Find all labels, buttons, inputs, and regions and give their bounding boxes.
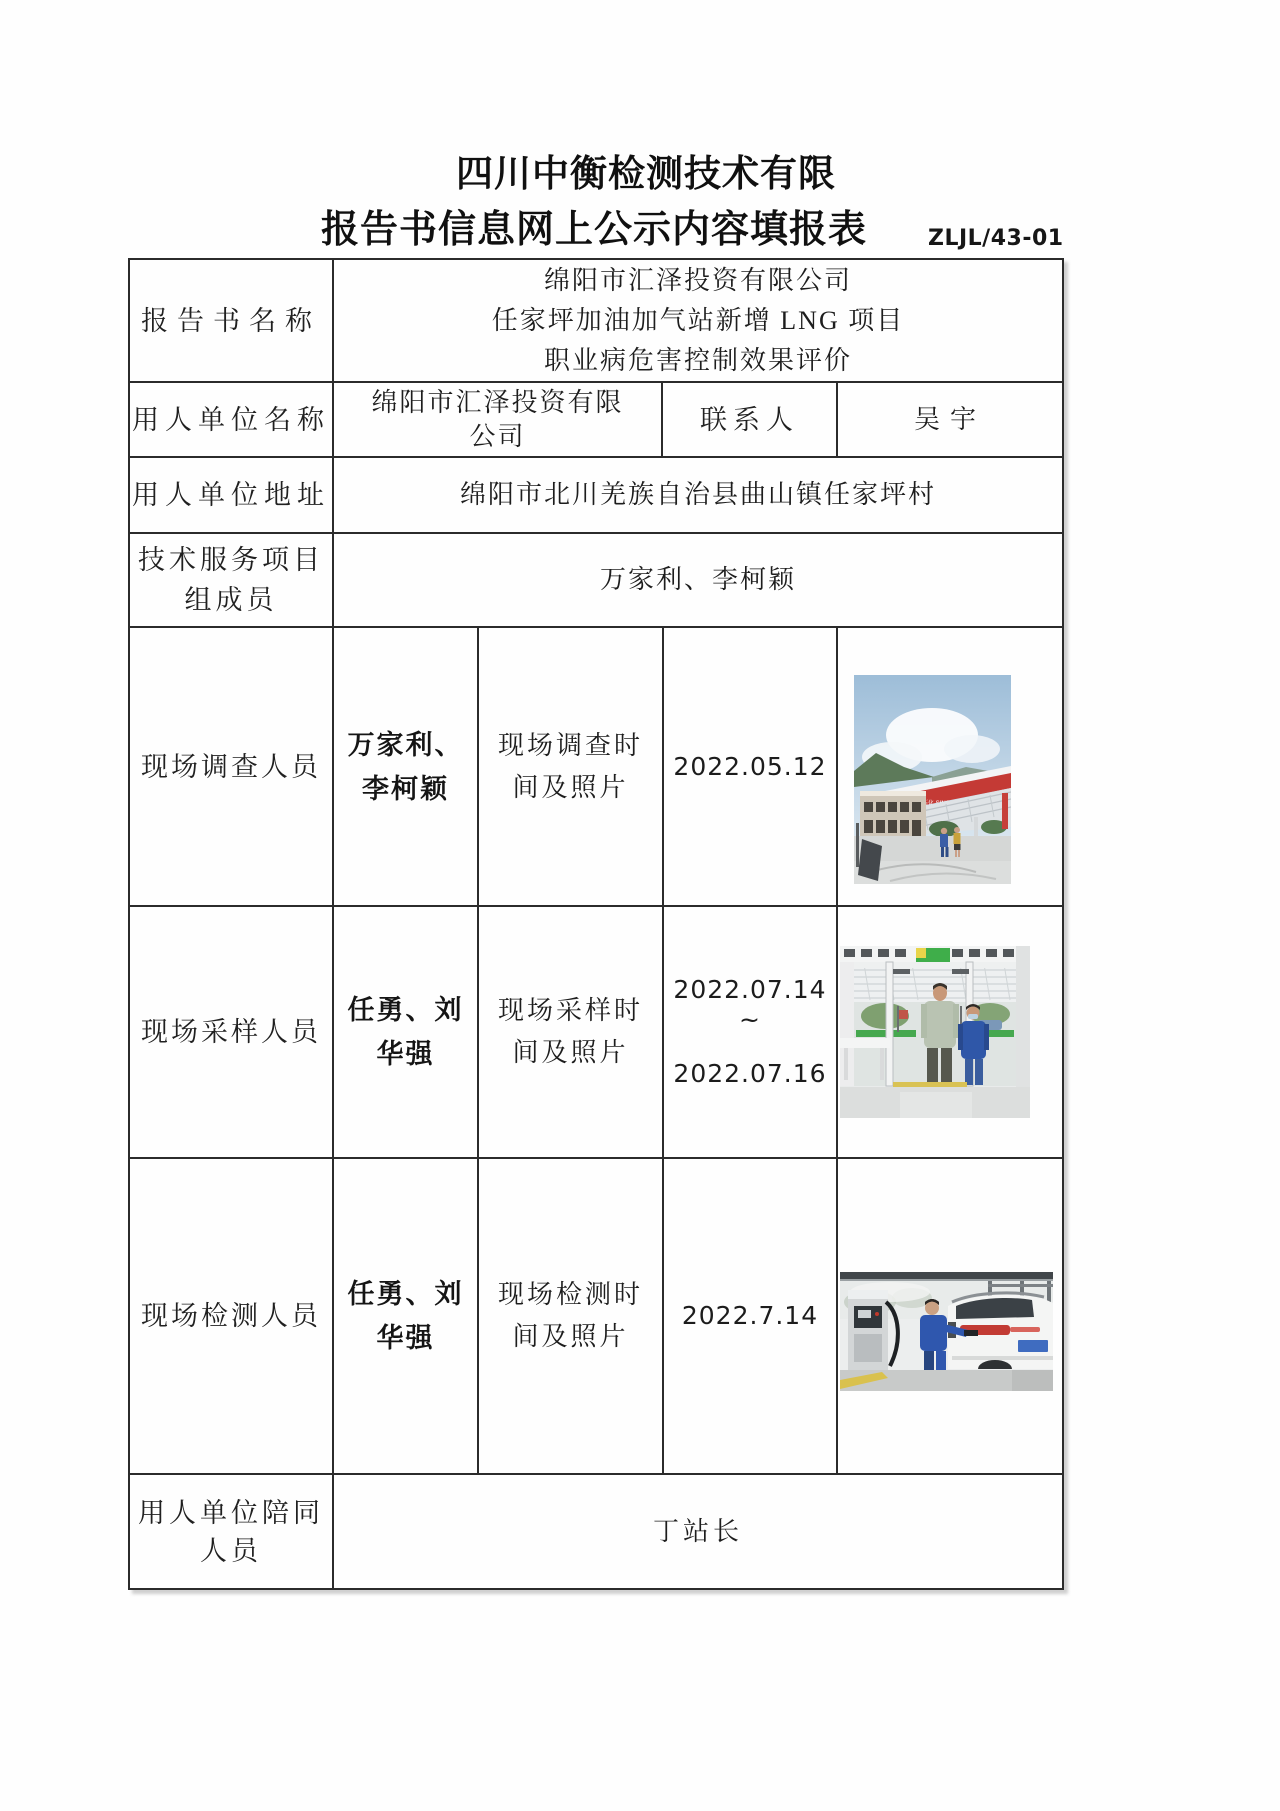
sampling-time-label-line2: 间及照片: [512, 1038, 629, 1067]
sampling-label: 现场采样人员: [141, 1017, 321, 1047]
sampling-names-line2: 华强: [376, 1039, 435, 1069]
survey-names-line2: 李柯颖: [362, 773, 449, 804]
contact-label-cell: [663, 383, 838, 456]
escort-label-line1: 用人单位陪同: [138, 1497, 324, 1528]
row-team-members: [130, 534, 1062, 628]
team-value-cell: [334, 534, 1062, 626]
employer-name-value-cell: [334, 383, 663, 456]
survey-photo: [854, 675, 1011, 884]
employer-name-label-cell: [130, 383, 334, 456]
document-title-line1: 四川中衡检测技术有限: [456, 153, 836, 194]
escort-label-cell: [130, 1475, 334, 1588]
survey-time-label-cell: [479, 628, 664, 905]
detection-label-cell: [130, 1159, 334, 1473]
contact-label: 联系人: [700, 404, 799, 435]
employer-address-value: 绵阳市北川羌族自治县曲山镇任家坪村: [459, 480, 936, 509]
report-name-line2: 任家坪加油加气站新增 LNG 项目: [491, 305, 905, 335]
row-employer-address: [130, 458, 1062, 534]
row-escort: [130, 1475, 1062, 1588]
employer-name-line1: 绵阳市汇泽投资有限: [371, 387, 624, 417]
detection-date: 2022.7.14: [681, 1301, 819, 1330]
sampling-label-cell: [130, 907, 334, 1157]
team-value: 万家利、李柯颖: [599, 565, 796, 594]
team-label-cell: [130, 534, 334, 626]
row-employer-name: [130, 383, 1062, 458]
report-name-line1: 绵阳市汇泽投资有限公司: [543, 265, 852, 295]
survey-label: 现场调查人员: [141, 751, 321, 782]
survey-time-label-line2: 间及照片: [512, 772, 629, 802]
detection-date-cell: [664, 1159, 838, 1473]
detection-names-line1: 任勇、刘: [347, 1279, 464, 1309]
sampling-date-end: 2022.07.16: [673, 1059, 827, 1088]
contact-value-cell: [838, 383, 1062, 456]
detection-names-line2: 华强: [376, 1323, 435, 1353]
sampling-names-cell: [334, 907, 479, 1157]
survey-date: 2022.05.12: [673, 751, 827, 781]
row-site-detection: [130, 1159, 1062, 1475]
detection-time-label-line1: 现场检测时: [497, 1280, 643, 1309]
sampling-date-cell: [664, 907, 838, 1157]
team-label-line1: 技术服务项目: [138, 545, 324, 575]
form-code: ZLJL/43-01: [928, 226, 1064, 251]
survey-names-cell: [334, 628, 479, 905]
employer-address-label-cell: [130, 458, 334, 532]
survey-date-cell: [664, 628, 838, 905]
row-site-sampling: [130, 907, 1062, 1159]
report-name-label: 报告书名称: [141, 305, 321, 336]
report-name-value-cell: [334, 260, 1062, 381]
employer-name-line2: 公司: [469, 421, 526, 451]
detection-names-cell: [334, 1159, 479, 1473]
contact-value: 吴宇: [913, 404, 986, 434]
sampling-time-label-line1: 现场采样时: [497, 996, 643, 1025]
employer-address-label: 用人单位地址: [132, 480, 330, 510]
sampling-date-tilde: ~: [739, 1005, 761, 1034]
detection-time-label-line2: 间及照片: [512, 1322, 629, 1351]
detection-label: 现场检测人员: [141, 1301, 321, 1331]
escort-label-line2: 人员: [200, 1535, 262, 1566]
row-report-name: [130, 260, 1062, 383]
document-title-line2: 报告书信息网上公示内容填报表: [321, 209, 868, 251]
report-name-line3: 职业病危害控制效果评价: [543, 345, 852, 375]
sampling-photo-cell: [838, 907, 1062, 1157]
row-site-survey: [130, 628, 1062, 907]
employer-address-value-cell: [334, 458, 1062, 532]
survey-photo-cell: [838, 628, 1062, 905]
escort-value: 丁站长: [652, 1516, 743, 1546]
survey-names-line1: 万家利、: [347, 729, 464, 760]
team-label-line2: 组成员: [184, 585, 278, 615]
detection-photo: [840, 1272, 1053, 1391]
sampling-names-line1: 任勇、刘: [347, 995, 464, 1025]
sampling-time-label-cell: [479, 907, 664, 1157]
survey-label-cell: [130, 628, 334, 905]
report-name-label-cell: [130, 260, 334, 381]
sampling-photo: [840, 946, 1030, 1118]
detection-photo-cell: [838, 1159, 1062, 1473]
escort-value-cell: [334, 1475, 1062, 1588]
survey-time-label-line1: 现场调查时: [497, 730, 643, 760]
report-info-table: [128, 258, 1064, 1590]
detection-time-label-cell: [479, 1159, 664, 1473]
sampling-date-start: 2022.07.14: [673, 975, 827, 1004]
employer-name-label: 用人单位名称: [132, 404, 330, 435]
